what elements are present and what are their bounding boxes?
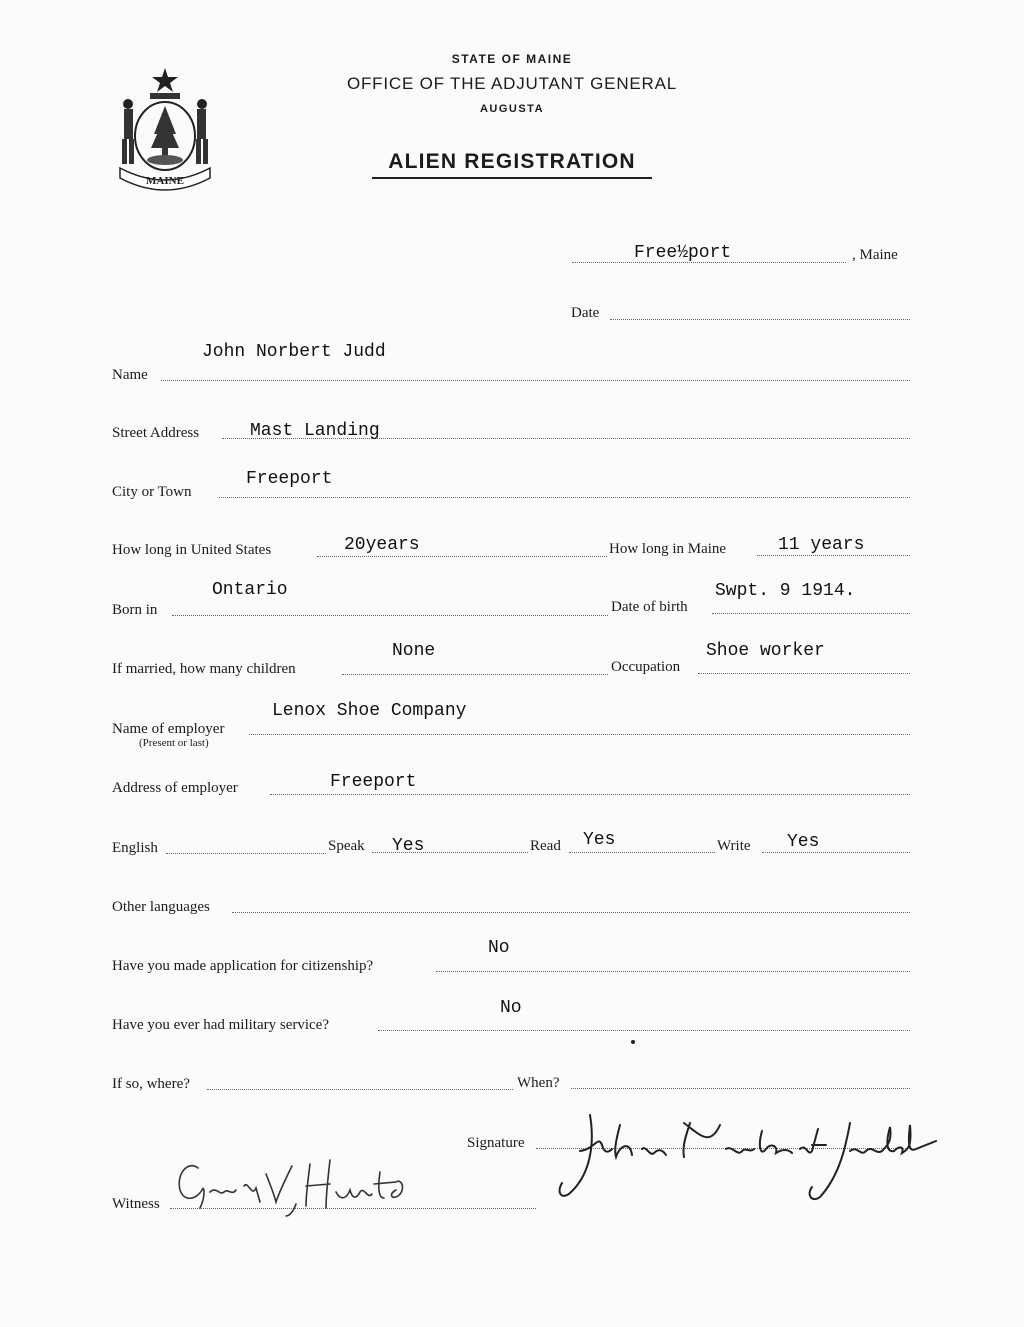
citizenship-value: No (488, 938, 510, 958)
years-maine-label: How long in Maine (609, 541, 727, 557)
city-value: Freeport (246, 469, 333, 489)
children-label: If married, how many children (112, 661, 296, 677)
occupation-value: Shoe worker (706, 641, 825, 661)
date-of-birth-label: Date of birth (611, 599, 688, 615)
name-value: John Norbert Judd (202, 342, 386, 362)
english-label: English (112, 840, 158, 856)
witness-label: Witness (112, 1196, 160, 1212)
born-in-line (172, 615, 608, 616)
read-line (569, 852, 715, 853)
witness-signature (170, 1150, 430, 1220)
city-line (219, 497, 910, 498)
occupation-label: Occupation (611, 659, 681, 675)
applicant-signature (550, 1105, 950, 1205)
town-value: Free½port (634, 243, 732, 263)
military-value: No (500, 998, 522, 1018)
date-of-birth-value: Swpt. 9 1914. (715, 581, 856, 601)
title-underline (372, 177, 652, 179)
ink-speck (631, 1040, 635, 1044)
city-heading: AUGUSTA (479, 103, 545, 115)
name-line (161, 380, 910, 381)
form-title: ALIEN REGISTRATION (388, 150, 636, 173)
where-label: If so, where? (112, 1076, 190, 1092)
born-in-value: Ontario (212, 580, 288, 600)
date-label: Date (571, 305, 600, 321)
employer-address-value: Freeport (330, 772, 417, 792)
other-languages-label: Other languages (112, 899, 210, 915)
children-value: None (392, 641, 436, 661)
name-label: Name (112, 367, 148, 383)
office-heading: OFFICE OF THE ADJUTANT GENERAL (346, 74, 678, 93)
military-line (378, 1030, 910, 1031)
maine-state-seal (112, 64, 218, 194)
city-label: City or Town (112, 484, 192, 500)
street-address-value: Mast Landing (250, 421, 380, 441)
date-of-birth-line (712, 613, 910, 614)
citizenship-label: Have you made application for citizenship? (112, 958, 374, 974)
speak-value: Yes (392, 836, 425, 856)
citizenship-line (436, 971, 910, 972)
street-address-label: Street Address (112, 425, 200, 441)
state-heading: STATE OF MAINE (451, 52, 573, 66)
years-maine-line (757, 555, 910, 556)
employer-address-line (270, 794, 910, 795)
years-us-value: 20years (344, 535, 420, 555)
employer-address-label: Address of employer (112, 780, 238, 796)
read-value: Yes (583, 830, 616, 850)
when-line (571, 1088, 910, 1089)
other-languages-line (232, 912, 910, 913)
speak-label: Speak (328, 838, 365, 854)
date-line (610, 319, 910, 320)
where-line (207, 1089, 513, 1090)
children-line (342, 674, 608, 675)
occupation-line (698, 673, 910, 674)
read-label: Read (530, 838, 561, 854)
state-suffix: , Maine (852, 247, 898, 263)
seal-ribbon-text: MAINE (146, 175, 184, 187)
write-value: Yes (787, 832, 820, 852)
years-us-label: How long in United States (112, 542, 272, 558)
military-label: Have you ever had military service? (112, 1017, 329, 1033)
born-in-label: Born in (112, 602, 158, 618)
years-maine-value: 11 years (778, 535, 865, 555)
signature-label: Signature (467, 1135, 525, 1151)
write-line (762, 852, 910, 853)
employer-label: Name of employer (112, 721, 225, 737)
employer-value: Lenox Shoe Company (272, 701, 467, 721)
when-label: When? (517, 1075, 560, 1091)
english-line (166, 853, 326, 854)
employer-line (249, 734, 910, 735)
years-us-line (317, 556, 607, 557)
employer-sublabel: (Present or last) (139, 737, 209, 749)
write-label: Write (717, 838, 751, 854)
